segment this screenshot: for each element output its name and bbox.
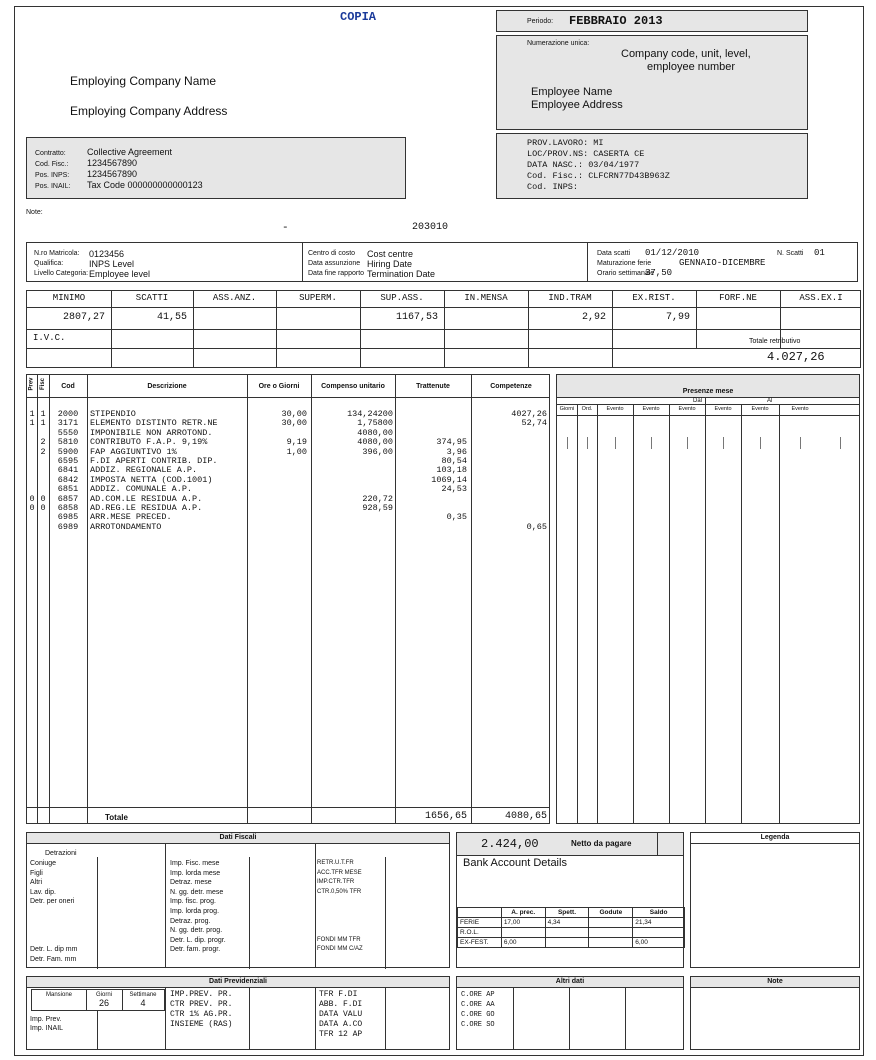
item-f: 0: [40, 493, 46, 504]
item-cod: 6841: [57, 465, 79, 476]
fiscal-mid-label: Imp. lorda mese: [170, 869, 221, 877]
item-tratt: 80,54: [441, 456, 467, 466]
company-address: Employing Company Address: [70, 104, 228, 118]
contract-box: [26, 137, 406, 199]
item-descr: ADDIZ. REGIONALE A.P.: [90, 465, 198, 476]
ferie-table: [457, 907, 685, 948]
prev-right-label: TFR F.DI: [319, 990, 358, 999]
presenze-col-2: Evento: [606, 406, 624, 412]
contract-value-2: 1234567890: [87, 169, 138, 179]
fiscal-right-label: IMP.CTR.TFR: [317, 879, 355, 886]
presenze-al: Al: [767, 398, 773, 404]
prev-title: Dati Previdenziali: [209, 978, 267, 985]
presenze-col-3: Evento: [642, 406, 660, 412]
altri-title: Altri dati: [555, 978, 585, 985]
pay-header-0: MINIMO: [52, 293, 86, 303]
work-info-line-1: LOC/PROV.NS: CASERTA CE: [527, 149, 645, 159]
item-ore: 30,00: [281, 418, 307, 429]
ferie-cell: 17,00: [501, 918, 545, 928]
item-descr: ELEMENTO DISTINTO RETR.NE: [90, 418, 218, 429]
net-value: 2.424,00: [481, 837, 539, 851]
company-name: Employing Company Name: [70, 74, 217, 88]
item-descr: ADDIZ. COMUNALE A.P.: [90, 484, 193, 495]
item-cod: 6857: [57, 493, 79, 504]
fiscal-right-label: [317, 907, 363, 917]
item-p: 1: [29, 409, 35, 419]
fiscal-left-label: [30, 907, 77, 917]
item-descr: CONTRIBUTO F.A.P. 9,19%: [90, 437, 208, 448]
item-descr: AD.COM.LE RESIDUA A.P.: [90, 493, 203, 504]
items-header-descr: Descrizione: [147, 383, 187, 390]
fiscal-right-label: CTR.0,50% TFR: [317, 888, 362, 895]
item-comp: 4080,00: [357, 427, 393, 438]
scatti-label-2: Orario settimanale: [597, 270, 655, 277]
item-comp: 220,72: [362, 493, 393, 504]
altri-label: C.ORE GO: [461, 1011, 495, 1019]
item-ore: 9,19: [286, 437, 307, 448]
ferie-cell: [589, 918, 633, 928]
matricola-label-1: Qualifica:: [34, 260, 64, 267]
ferie-cell: 4,34: [545, 918, 589, 928]
cost-label-1: Data assunzione: [308, 260, 361, 267]
ferie-cell: [545, 928, 589, 938]
fiscal-mid-label: Detr. L. dip. progr.: [170, 936, 226, 944]
net-bank: Bank Account Details: [463, 857, 567, 869]
item-p: 1: [29, 418, 35, 429]
presenze-col-divider: [577, 404, 578, 823]
prev-right-label: ABB. F.DI: [319, 1000, 363, 1009]
pay-header-8: FORF.NE: [719, 293, 757, 303]
ferie-cell: [589, 928, 633, 938]
ferie-cell: [633, 928, 685, 938]
matricola-value-1: INPS Level: [89, 259, 135, 269]
fiscal-left-label: Lav. dip.: [30, 888, 56, 896]
fiscal-right-label: [317, 897, 363, 907]
item-cod: 5810: [57, 437, 79, 448]
scatti-label-0: Data scatti: [597, 250, 631, 257]
item-descr: IMPOSTA NETTA (COD.1001): [90, 474, 213, 485]
fiscal-left-label: [30, 936, 77, 946]
work-info-line-2: DATA NASC.: 03/04/1977: [527, 160, 640, 170]
ferie-header: Spett.: [545, 908, 589, 918]
matricola-label-2: Livello Categoria:: [34, 270, 89, 277]
prev-mid-label: IMP.PREV. PR.: [170, 990, 233, 999]
item-tratt: 24,53: [441, 484, 467, 495]
item-descr: STIPENDIO: [90, 409, 136, 419]
prev-mid-label: CTR 1% AG.PR.: [170, 1010, 233, 1019]
presenze-col-6: Evento: [751, 406, 769, 412]
note-dash: -: [282, 222, 289, 234]
prev-right-label: DATA A.CO: [319, 1020, 363, 1029]
ferie-cell: EX-FEST.: [458, 938, 502, 948]
fiscal-mid-label: Detraz. prog.: [170, 917, 211, 925]
item-comp: 396,00: [362, 446, 393, 457]
ferie-row: [458, 938, 685, 948]
matricola-value-2: Employee level: [89, 269, 151, 279]
fiscal-mid-label: Detraz. mese: [170, 879, 212, 887]
scatti-value-0: 01/12/2010: [645, 248, 700, 258]
ferie-header: Godute: [589, 908, 633, 918]
contract-label-2: Pos. INPS:: [35, 172, 70, 179]
items-table: [26, 374, 550, 824]
presenze-col-divider: [705, 404, 706, 823]
item-p: 0: [29, 493, 35, 504]
fiscal-mid-label: Imp. lorda prog.: [170, 907, 220, 915]
contract-value-3: Tax Code 000000000000123: [87, 180, 203, 190]
employee-name: Employee Name: [531, 86, 613, 98]
item-compet: 0,65: [526, 521, 547, 532]
code-number: 203010: [412, 222, 449, 233]
fiscal-mid-label: N. gg. detr. mese: [170, 888, 224, 896]
prev-right-label: TFR 12 AP: [319, 1030, 363, 1039]
ferie-cell: [545, 938, 589, 948]
item-descr: ARROTONDAMENTO: [90, 521, 162, 532]
presenze-col-7: Evento: [791, 406, 809, 412]
totale-label: Totale: [105, 813, 128, 822]
item-comp: 1,75800: [357, 418, 393, 429]
matricola-label-0: N.ro Matricola:: [34, 250, 80, 257]
fiscal-right-label: ACC.TFR MESE: [317, 869, 362, 876]
work-info-line-3: Cod. Fisc.: CLFCRN77D43B963Z: [527, 171, 670, 181]
ferie-cell: 6,00: [633, 938, 685, 948]
pay-header-2: ASS.ANZ.: [212, 293, 257, 303]
ferie-cell: [501, 928, 545, 938]
presenze-col-5: Evento: [714, 406, 732, 412]
presenze-col-divider: [597, 404, 598, 823]
pay-grid: [26, 290, 861, 368]
presenze-tick: [800, 437, 801, 449]
total-retributivo-label: Totale retributivo: [749, 338, 801, 345]
item-comp: 928,59: [362, 503, 393, 513]
item-descr: FAP AGGIUNTIVO 1%: [90, 446, 177, 457]
total-retributivo-value: 4.027,26: [767, 350, 825, 364]
presenze-tick: [651, 437, 652, 449]
cost-label-0: Centro di costo: [308, 250, 356, 257]
items-header-prev: Prev: [28, 377, 35, 391]
matricola-box: [26, 242, 858, 282]
presenze-tick: [587, 437, 588, 449]
fiscal-left-label: Detr. per oneri: [30, 898, 75, 906]
presenze-table: [556, 374, 860, 824]
item-descr: F.DI APERTI CONTRIB. DIP.: [90, 456, 218, 466]
prev-mini-header-0: Mansione: [45, 992, 72, 998]
item-cod: 3171: [57, 418, 79, 429]
item-cod: 5550: [57, 427, 79, 438]
items-header-comp: Compenso unitario: [321, 383, 385, 390]
period-value: FEBBRAIO 2013: [569, 14, 663, 28]
fiscal-right-label: RETR.U.T.FR: [317, 860, 354, 866]
item-cod: 5900: [57, 446, 79, 457]
work-info-line-4: Cod. INPS:: [527, 182, 579, 192]
item-f: 1: [40, 409, 46, 419]
pay-header-9: ASS.EX.I: [799, 293, 843, 303]
net-box: [456, 832, 684, 968]
pay-value-4: 1167,53: [395, 312, 438, 323]
prev-left-label: Imp. INAIL: [30, 1025, 64, 1032]
presenze-col-divider: [741, 404, 742, 823]
item-compet: 4027,26: [511, 409, 547, 419]
ferie-cell: FERIE: [458, 918, 502, 928]
item-tratt: 103,18: [436, 465, 467, 476]
item-cod: 6842: [57, 474, 79, 485]
prev-mini-value-1: 26: [98, 998, 109, 1008]
copy-label: COPIA: [340, 10, 377, 24]
scatti-n-label: N. Scatti: [777, 250, 804, 257]
item-p: 0: [29, 503, 35, 513]
pay-header-3: SUPERM.: [299, 293, 337, 303]
altri-box: [456, 976, 684, 1050]
item-f: 0: [40, 503, 46, 513]
item-descr: IMPONIBILE NON ARROTOND.: [90, 427, 213, 438]
fiscal-mid-label: Imp. Fisc. mese: [170, 860, 220, 867]
unique-number-line1: Company code, unit, level,: [621, 48, 751, 60]
fiscal-title: Dati Fiscali: [219, 834, 257, 841]
item-cod: 6595: [57, 456, 79, 466]
ivc-label: I.V.C.: [33, 333, 66, 343]
legenda-title: Legenda: [760, 834, 790, 841]
fiscal-left-label: Detr. L. dip mm: [30, 946, 78, 954]
prev-left-label: Imp. Prev.: [30, 1016, 62, 1023]
fiscal-mid-label: Imp. fisc. prog.: [170, 898, 216, 906]
item-tratt: 374,95: [436, 437, 467, 448]
fiscal-left-label: Coniuge: [30, 860, 57, 867]
prev-mini-header-2: Settimane: [129, 992, 157, 998]
contract-label-0: Contratto:: [35, 150, 66, 157]
pay-value-1: 41,55: [156, 312, 187, 323]
fiscal-right-label: [317, 926, 363, 936]
items-header-ore: Ore o Giorni: [258, 383, 300, 390]
item-f: 2: [40, 437, 46, 448]
fiscal-left-label: Altri: [30, 879, 43, 887]
item-descr: AD.REG.LE RESIDUA A.P.: [90, 503, 203, 513]
net-label: Netto da pagare: [571, 839, 632, 848]
note-title: Note: [767, 978, 783, 985]
period-label: Periodo:: [527, 18, 554, 25]
employee-address: Employee Address: [531, 99, 623, 111]
fiscal-left-label: Figli: [30, 869, 43, 877]
presenze-dal: Dal: [693, 398, 703, 404]
item-f: 1: [40, 418, 46, 429]
pay-header-7: EX.RIST.: [632, 293, 676, 303]
items-header-fisc: Fisc: [40, 377, 47, 391]
item-descr: ARR.MESE PRECED.: [90, 512, 172, 523]
pay-value-0: 2807,27: [62, 312, 105, 323]
fiscal-left-label: Detr. Fam. mm: [30, 955, 77, 963]
presenze-col-divider: [669, 404, 670, 823]
work-info-box: [496, 133, 808, 199]
presenze-col-4: Evento: [678, 406, 696, 412]
presenze-col-divider: [633, 404, 634, 823]
pay-header-1: SCATTI: [135, 293, 169, 303]
item-tratt: 3,96: [446, 446, 467, 457]
item-tratt: 0,35: [446, 512, 467, 523]
unique-number-line2: employee number: [647, 61, 736, 73]
fiscal-right-label: [317, 917, 363, 927]
fiscal-mid-label: Detr. fam. progr.: [170, 946, 221, 954]
cost-value-0: Cost centre: [367, 249, 414, 259]
item-cod: 6858: [57, 503, 79, 513]
items-header-compet: Competenze: [490, 383, 532, 390]
note-label: Note:: [26, 209, 43, 216]
presenze-col-divider: [779, 404, 780, 823]
legenda-box: [690, 832, 860, 968]
presenze-tick: [687, 437, 688, 449]
presenze-col-1: Ord.: [581, 406, 593, 412]
fiscal-box: [26, 832, 450, 968]
contract-label-1: Cod. Fisc.:: [35, 161, 69, 168]
fiscal-right-label: FONDI MM TFR: [317, 936, 361, 943]
fiscal-detrazioni: Detrazioni: [45, 850, 77, 857]
scatti-label-1: Maturazione ferie: [597, 260, 652, 267]
employee-box: [496, 35, 808, 130]
prev-mini-value-2: 4: [140, 998, 146, 1008]
presenze-tick: [723, 437, 724, 449]
scatti-value-2: 37,50: [645, 268, 673, 278]
note-box: [690, 976, 860, 1050]
altri-label: C.ORE AP: [461, 991, 495, 999]
items-header-cod: Cod: [61, 383, 75, 390]
ferie-header: A. prec.: [501, 908, 545, 918]
item-cod: 6985: [57, 512, 79, 523]
item-cod: 2000: [57, 409, 79, 419]
presenze-tick: [567, 437, 568, 449]
prev-mid-label: CTR PREV. PR.: [170, 1000, 233, 1009]
totale-tratt: 1656,65: [424, 811, 467, 822]
fiscal-left-label: [30, 917, 77, 927]
altri-label: C.ORE SO: [461, 1021, 495, 1029]
item-comp: 4080,00: [357, 437, 393, 448]
ferie-header: Saldo: [633, 908, 685, 918]
unique-number-label: Numerazione unica:: [527, 40, 590, 47]
ferie-cell: 6,00: [501, 938, 545, 948]
fiscal-left-label: [30, 926, 77, 936]
presenze-dal-divider: [705, 397, 706, 405]
prev-mid-label: INSIEME (RAS): [170, 1020, 233, 1029]
pay-value-7: 7,99: [665, 312, 690, 323]
item-ore: 1,00: [286, 446, 307, 457]
prev-right-label: DATA VALU: [319, 1010, 363, 1019]
pay-header-6: IND.TRAM: [548, 293, 592, 303]
item-ore: 30,00: [281, 409, 307, 419]
ferie-cell: [589, 938, 633, 948]
ferie-row: [458, 918, 685, 928]
presenze-title: Presenze mese: [682, 388, 734, 395]
presenze-col-0: Giorni: [559, 406, 575, 412]
matricola-value-0: 0123456: [89, 249, 125, 259]
item-tratt: 1069,14: [431, 474, 467, 485]
ferie-cell: 21,34: [633, 918, 685, 928]
contract-value-0: Collective Agreement: [87, 147, 173, 157]
cost-label-2: Data fine rapporto: [308, 270, 365, 277]
ferie-cell: R.O.L.: [458, 928, 502, 938]
presenze-tick: [615, 437, 616, 449]
items-header-tratt: Trattenute: [416, 383, 450, 390]
fiscal-right-label: FONDI MM C/AZ: [317, 946, 363, 953]
presenze-tick: [840, 437, 841, 449]
period-box: [496, 10, 808, 32]
work-info-line-0: PROV.LAVORO: MI: [527, 138, 604, 148]
item-comp: 134,24200: [347, 409, 393, 419]
scatti-value-1: GENNAIO-DICEMBRE: [679, 258, 766, 268]
fiscal-mid-label: N. gg. detr. prog.: [170, 927, 223, 935]
altri-label: C.ORE AA: [461, 1001, 495, 1009]
ferie-header: [458, 908, 502, 918]
item-f: 2: [40, 446, 46, 457]
cost-value-2: Termination Date: [367, 269, 436, 279]
scatti-n-value: 01: [814, 248, 825, 258]
item-row: [27, 522, 551, 532]
item-cod: 6989: [57, 521, 79, 532]
item-cod: 6851: [57, 484, 79, 495]
prev-box: [26, 976, 450, 1050]
totale-compet: 4080,65: [504, 811, 547, 822]
pay-header-4: SUP.ASS.: [380, 293, 424, 303]
cost-value-1: Hiring Date: [367, 259, 413, 269]
pay-value-6: 2,92: [581, 312, 606, 323]
contract-label-3: Pos. INAIL:: [35, 183, 71, 190]
pay-header-5: IN.MENSA: [464, 293, 508, 303]
item-compet: 52,74: [521, 418, 547, 429]
prev-mini-header-1: Giorni: [95, 992, 112, 998]
presenze-tick: [760, 437, 761, 449]
ferie-row: [458, 928, 685, 938]
contract-value-1: 1234567890: [87, 158, 138, 168]
